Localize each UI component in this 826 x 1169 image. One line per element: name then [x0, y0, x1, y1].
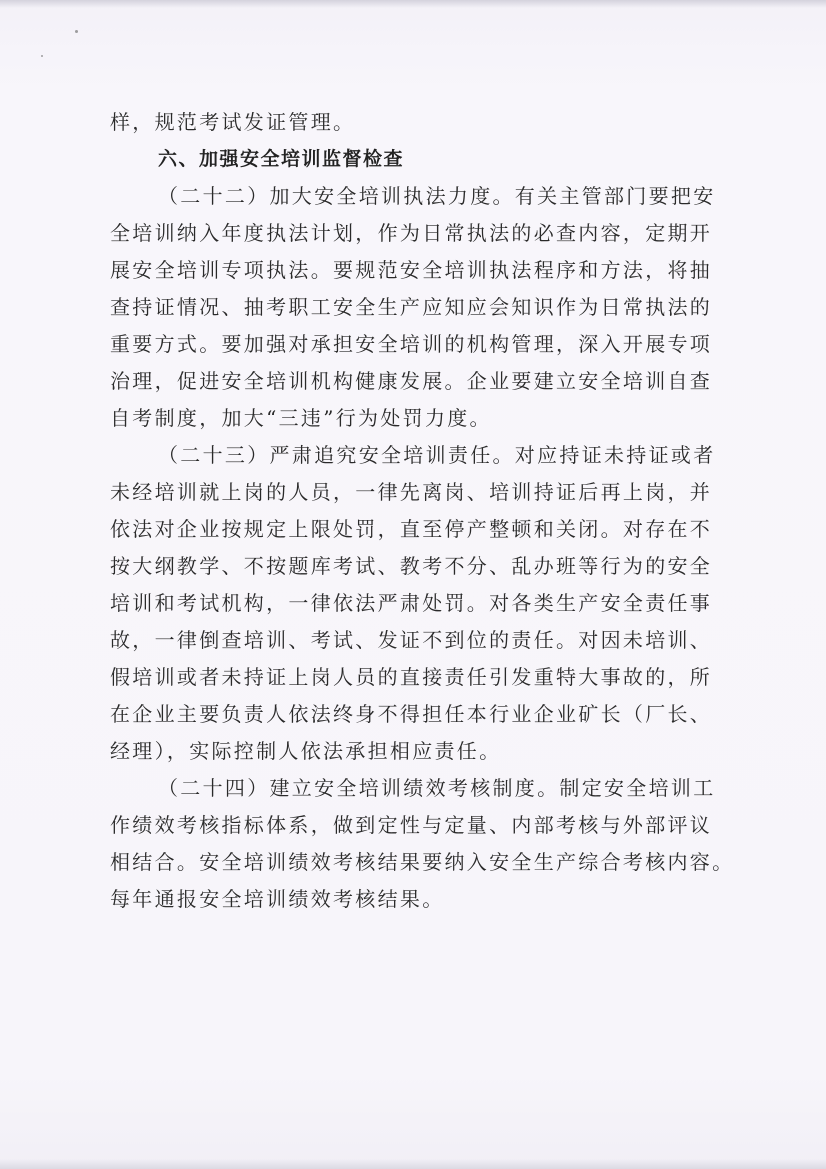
paragraph-line: 按大纲教学、不按题库考试、教考不分、乱办班等行为的安全 [110, 554, 713, 578]
document-body [110, 104, 735, 918]
scan-speck [41, 55, 43, 57]
scan-speck [75, 30, 78, 33]
scan-top-shadow [0, 0, 826, 8]
paragraph-line: 自考制度，加大“三违”行为处罚力度。 [110, 406, 492, 430]
paragraph-line: 依法对企业按规定上限处罚，直至停产整顿和关闭。对存在不 [110, 517, 713, 541]
paragraph-line: （二十四）建立安全培训绩效考核制度。制定安全培训工 [158, 776, 716, 800]
scan-bottom-shadow [0, 1159, 826, 1169]
paragraph-line: 重要方式。要加强对承担安全培训的机构管理，深入开展专项 [110, 332, 713, 356]
paragraph-line: （二十三）严肃追究安全培训责任。对应持证未持证或者 [158, 443, 716, 467]
paragraph-line: 展安全培训专项执法。要规范安全培训执法程序和方法，将抽 [110, 258, 713, 282]
paragraph-line: 故，一律倒查培训、考试、发证不到位的责任。对因未培训、 [110, 628, 713, 652]
paragraph-line: 在企业主要负责人依法终身不得担任本行业企业矿长（厂长、 [110, 702, 713, 726]
paragraph-line: 样，规范考试发证管理。 [110, 110, 356, 134]
paragraph-line: 相结合。安全培训绩效考核结果要纳入安全生产综合考核内容。 [110, 850, 735, 874]
paragraph-line: 未经培训就上岗的人员，一律先离岗、培训持证后再上岗，并 [110, 480, 713, 504]
paragraph-line: 每年通报安全培训绩效考核结果。 [110, 887, 445, 911]
paragraph-line: 查持证情况、抽考职工安全生产应知应会知识作为日常执法的 [110, 295, 713, 319]
paragraph-line: （二十二）加大安全培训执法力度。有关主管部门要把安 [158, 184, 716, 208]
paragraph-line: 全培训纳入年度执法计划，作为日常执法的必查内容，定期开 [110, 221, 713, 245]
paragraph-line: 经理），实际控制人依法承担相应责任。 [110, 739, 502, 763]
paragraph-line: 治理，促进安全培训机构健康发展。企业要建立安全培训自查 [110, 369, 713, 393]
paragraph-line: 假培训或者未持证上岗人员的直接责任引发重特大事故的，所 [110, 665, 713, 689]
section-heading: 六、加强安全培训监督检查 [158, 148, 405, 170]
paragraph-line: 培训和考试机构，一律依法严肃处罚。对各类生产安全责任事 [110, 591, 713, 615]
paragraph-line: 作绩效考核指标体系，做到定性与定量、内部考核与外部评议 [110, 813, 713, 837]
